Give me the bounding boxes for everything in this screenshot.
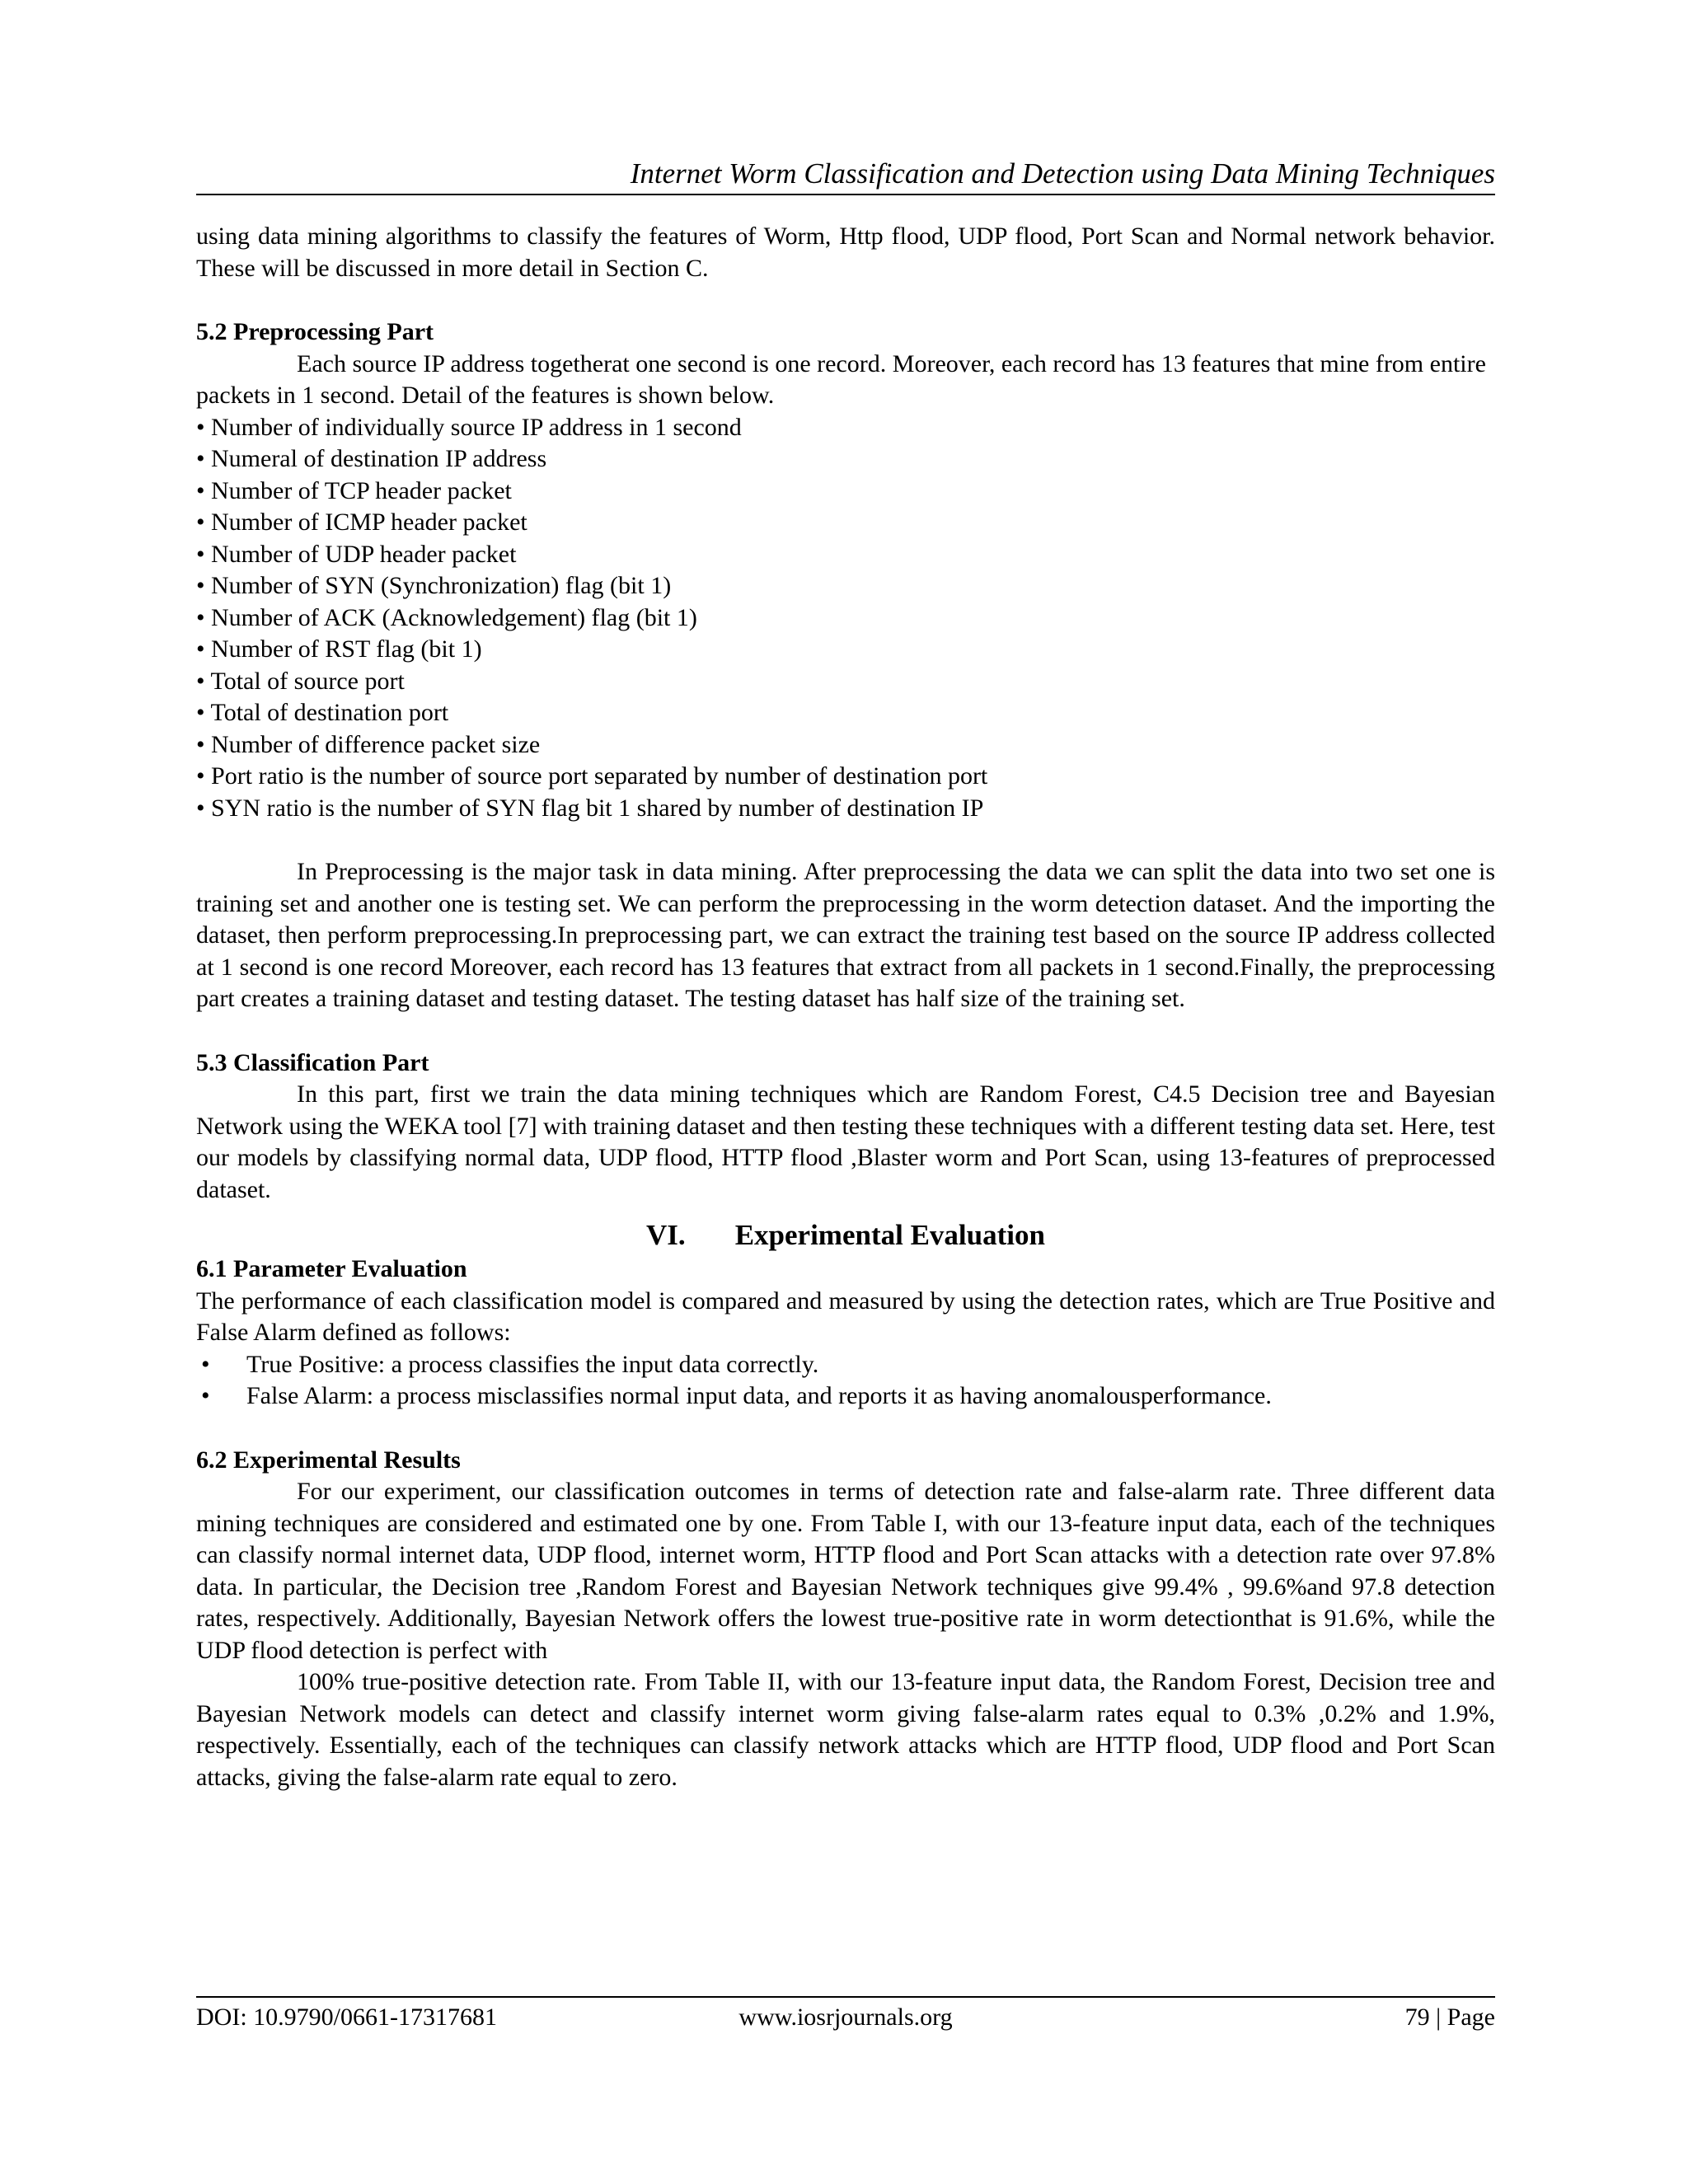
bullet-icon: • xyxy=(201,1382,210,1409)
experimental-results-paragraph-2: 100% true-positive detection rate. From Table II, with our 13-feature input data, the Random Forest, Decision tree and Bayesian Network models can detect and classify internet worm giving false-alarm rates equal to 0.3% ,0.2% and 1.9%, respectively. Essentially, each of the techniques can classify network attacks which are HTTP flood, UDP flood and Port Scan attacks, giving the false-alarm rate equal to zero. xyxy=(196,1668,1495,1791)
feature-item: • Total of source port xyxy=(196,667,405,695)
footer-doi: DOI: 10.9790/0661-17317681 xyxy=(196,2004,497,2031)
header-rule xyxy=(196,194,1495,195)
parameter-evaluation-heading: 6.1 Parameter Evaluation xyxy=(196,1255,467,1282)
page-body xyxy=(196,221,1495,1793)
footer-rule xyxy=(196,1996,1495,1998)
definition-text: False Alarm: a process misclassifies normal input data, and reports it as having anomalousperformance. xyxy=(246,1382,1272,1409)
preprocessing-lead: Each source IP address togetherat one second is one record. Moreover, each record has 13 features that mine from entire packets in 1 second. Detail of the features is shown below. xyxy=(196,349,1486,409)
page-footer xyxy=(196,2001,1495,2034)
definition-true-positive xyxy=(196,1349,1495,1381)
experimental-results-paragraph-1: For our experiment, our classification outcomes in terms of detection rate and false-alarm rate. Three different data mining techniques are considered and estimated one by one. From Table I, with our 13-feature input data, each of the techniques can classify normal internet data, UDP flood, internet worm, HTTP flood and Port Scan attacks with a detection rate over 97.8% data. In particular, the Decision tree ,Random Forest and Bayesian Network techniques give 99.4% , 99.6%and 97.8 detection rates, respectively. Additionally, Bayesian Network offers the lowest true-positive rate in worm detectionthat is 91.6%, while the UDP flood detection is perfect with xyxy=(196,1478,1495,1664)
feature-item: • SYN ratio is the number of SYN flag bit 1 shared by number of destination IP xyxy=(196,794,984,822)
intro-paragraph: using data mining algorithms to classify the features of Worm, Http flood, UDP flood, Port Scan and Normal network behavior. These will be discussed in more detail in Section C. xyxy=(196,223,1495,282)
feature-item: • Number of SYN (Synchronization) flag (bit 1) xyxy=(196,572,672,599)
definition-false-alarm xyxy=(196,1380,1495,1413)
feature-list xyxy=(196,412,1495,825)
spacer xyxy=(196,1413,1495,1445)
feature-item: • Port ratio is the number of source port separated by number of destination port xyxy=(196,762,988,790)
feature-item: • Number of RST flag (bit 1) xyxy=(196,635,482,663)
footer-page-number: 79 | Page xyxy=(1404,2004,1495,2031)
classification-heading: 5.3 Classification Part xyxy=(196,1048,429,1076)
section-heading-experimental-evaluation xyxy=(196,1206,1495,1254)
feature-item: • Number of difference packet size xyxy=(196,730,541,758)
definition-text: True Positive: a process classifies the input data correctly. xyxy=(246,1350,819,1378)
feature-item: • Total of destination port xyxy=(196,699,449,726)
section-number: VI. xyxy=(646,1219,686,1251)
feature-item: • Number of ICMP header packet xyxy=(196,509,528,536)
feature-item: • Number of ACK (Acknowledgement) flag (bit 1) xyxy=(196,603,697,631)
classification-paragraph: In this part, first we train the data mining techniques which are Random Forest, C4.5 Decision tree and Bayesian Network using the WEKA tool [7] with training dataset and then testing these techniques with a different testing data set. Here, test our models by classifying normal data, UDP flood, HTTP flood ,Blaster worm and Port Scan, using 13-features of preprocessed dataset. xyxy=(196,1080,1495,1203)
preprocessing-paragraph: In Preprocessing is the major task in data mining. After preprocessing the data we can split the data into two set one is training set and another one is testing set. We can perform the preprocessing in the worm detection dataset. And the importing the dataset, then perform preprocessing.In preprocessing part, we can extract the training test based on the source IP address collected at 1 second is one record Moreover, each record has 13 features that extract from all packets in 1 second.Finally, the preprocessing part creates a training dataset and testing dataset. The testing dataset has half size of the training set. xyxy=(196,858,1495,1012)
feature-item: • Numeral of destination IP address xyxy=(196,445,547,472)
bullet-icon: • xyxy=(201,1350,210,1378)
definition-list xyxy=(196,1349,1495,1413)
feature-item: • Number of UDP header packet xyxy=(196,540,517,568)
section-title: Experimental Evaluation xyxy=(734,1219,1045,1251)
feature-item: • Number of individually source IP address in 1 second xyxy=(196,413,742,441)
experimental-results-heading: 6.2 Experimental Results xyxy=(196,1446,461,1474)
paper-page xyxy=(196,0,1495,2184)
preprocessing-heading: 5.2 Preprocessing Part xyxy=(196,318,434,345)
spacer xyxy=(196,1015,1495,1047)
footer-website: www.iosrjournals.org xyxy=(738,2004,953,2031)
feature-item: • Number of TCP header packet xyxy=(196,476,512,504)
running-header-title: Internet Worm Classification and Detection using Data Mining Techniques xyxy=(630,157,1495,190)
parameter-evaluation-paragraph: The performance of each classification model is compared and measured by using the detection rates, which are True Positive and False Alarm defined as follows: xyxy=(196,1286,1495,1346)
spacer xyxy=(196,824,1495,856)
spacer xyxy=(196,284,1495,316)
